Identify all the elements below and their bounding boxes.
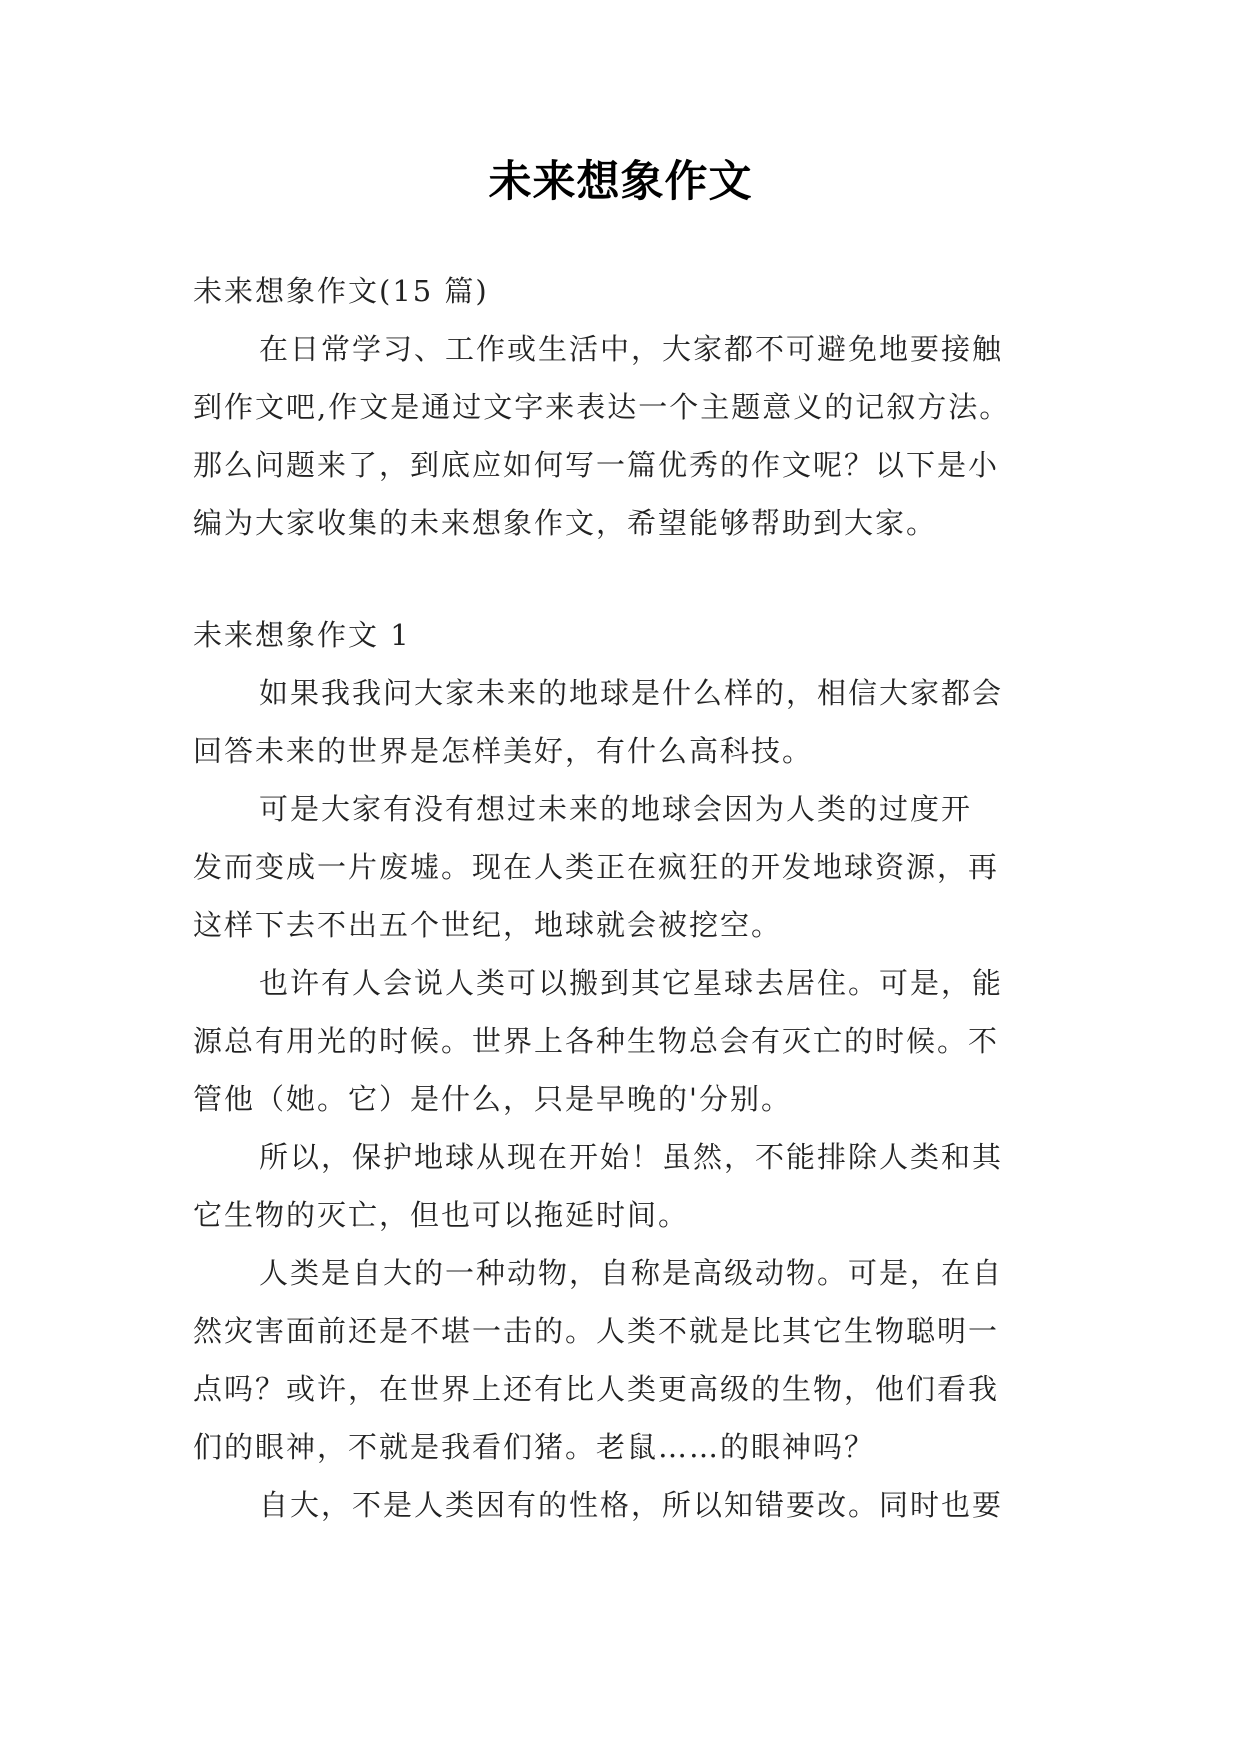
intro-line: 到作文吧,作文是通过文字来表达一个主题意义的记叙方法。 [193, 390, 1011, 424]
section-gap [193, 552, 1055, 606]
essay-line: 们的眼神，不就是我看们猪。老鼠……的眼神吗？ [193, 1430, 876, 1464]
essay-heading: 未来想象作文 1 [193, 618, 411, 652]
collection-heading: 未来想象作文(15 篇) [193, 274, 489, 308]
intro-line: 在日常学习、工作或生活中，大家都不可避免地要接触 [259, 332, 1004, 366]
intro-line: 那么问题来了，到底应如何写一篇优秀的作文呢？以下是小 [193, 448, 1000, 482]
essay-line: 发而变成一片废墟。现在人类正在疯狂的开发地球资源，再 [193, 850, 1000, 884]
essay-line: 它生物的灭亡，但也可以拖延时间。 [193, 1198, 690, 1232]
document-body [193, 262, 1055, 1534]
essay-line: 然灾害面前还是不堪一击的。人类不就是比其它生物聪明一 [193, 1314, 1000, 1348]
document-title: 未来想象作文 [488, 157, 753, 207]
essay-line: 点吗？或许，在世界上还有比人类更高级的生物，他们看我 [193, 1372, 1000, 1406]
essay-line: 人类是自大的一种动物，自称是高级动物。可是，在自 [259, 1256, 1004, 1290]
essay-line: 源总有用光的时候。世界上各种生物总会有灭亡的时候。不 [193, 1024, 1000, 1058]
essay-line: 自大，不是人类因有的性格，所以知错要改。同时也要 [259, 1488, 1004, 1522]
essay-line: 回答未来的世界是怎样美好，有什么高科技。 [193, 734, 814, 768]
essay-line: 可是大家有没有想过未来的地球会因为人类的过度开 [259, 792, 973, 826]
essay-line: 管他（她。它）是什么，只是早晚的'分别。 [193, 1082, 792, 1116]
essay-line: 所以，保护地球从现在开始！虽然，不能排除人类和其 [259, 1140, 1004, 1174]
essay-line: 如果我我问大家未来的地球是什么样的，相信大家都会 [259, 676, 1004, 710]
intro-line: 编为大家收集的未来想象作文，希望能够帮助到大家。 [193, 506, 938, 540]
essay-line: 也许有人会说人类可以搬到其它星球去居住。可是，能 [259, 966, 1004, 1000]
essay-line: 这样下去不出五个世纪，地球就会被挖空。 [193, 908, 783, 942]
